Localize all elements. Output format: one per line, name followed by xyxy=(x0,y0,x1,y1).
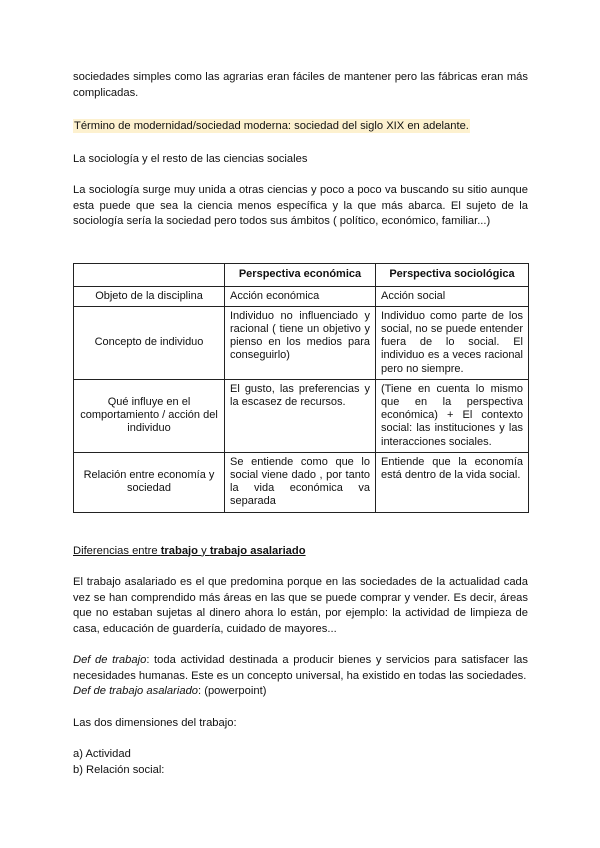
section-title: La sociología y el resto de las ciencias sociales xyxy=(73,152,308,165)
row-label: Concepto de individuo xyxy=(74,306,225,379)
table-row xyxy=(74,306,529,379)
definition-text: : toda actividad destinada a producir bienes y servicios para satisfacer las necesidades humanas. Este es un concepto universal, ha existido en todas las sociedades. xyxy=(73,654,529,682)
comparison-table xyxy=(73,263,529,513)
row-label: Objeto de la disciplina xyxy=(74,286,225,306)
table-row xyxy=(74,379,529,452)
row-label: Qué influye en el comportamiento / acción del individuo xyxy=(74,379,225,452)
section-paragraph: La sociología surge muy unida a otras ciencias y poco a poco va buscando su sitio aunque esta puede que sea la ciencia menos específica y la que más abarca. El sujeto de la sociología sería la sociedad pero todos sus ámbitos ( político, económico, familiar...) xyxy=(73,184,528,227)
list-item: a) Actividad xyxy=(73,748,131,761)
table-header-empty xyxy=(74,263,225,286)
cell-sociologica: Acción social xyxy=(376,286,529,306)
list-item: b) Relación social: xyxy=(73,763,165,776)
table-header-economica: Perspectiva económica xyxy=(225,263,376,286)
section2-title xyxy=(73,544,528,560)
section2-title-trabajo: trabajo xyxy=(160,544,198,557)
cell-sociologica: Individuo como parte de los social, no se puede entender fuera de lo social. El individuo es a veces racional pero no siempre. xyxy=(376,306,529,379)
cell-economica: El gusto, las preferencias y la escasez de recursos. xyxy=(225,379,376,452)
cell-economica: Individuo no influenciado y racional ( tiene un objetivo y pienso en los medios para conseguirlo) xyxy=(225,306,376,379)
highlighted-definition-line xyxy=(73,119,528,135)
cell-sociologica: Entiende que la economía está dentro de la vida social. xyxy=(376,452,529,512)
definition-trabajo xyxy=(73,653,528,684)
dimensions-title: Las dos dimensiones del trabajo: xyxy=(73,716,237,729)
row-label: Relación entre economía y sociedad xyxy=(74,452,225,512)
section2-title-asalariado: trabajo asalariado xyxy=(209,544,306,557)
table-header-row xyxy=(74,263,529,286)
paragraph-trabajo-asalariado: El trabajo asalariado es el que predomina porque en las sociedades de la actualidad cada vez se han comprendido más áreas en las que se puede comprar y vender. Es decir, áreas que no estaban sujetas al dinero ahora lo están, por ejemplo: la actividad de limpieza de casa, educación de guardería, cuidado de mayores... xyxy=(73,576,528,635)
cell-economica: Acción económica xyxy=(225,286,376,306)
intro-continuation: sociedades simples como las agrarias eran fáciles de mantener pero las fábricas eran más complicadas. xyxy=(73,71,528,99)
cell-economica: Se entiende como que lo social viene dado , por tanto la vida económica va separada xyxy=(225,452,376,512)
table-row xyxy=(74,452,529,512)
cell-sociologica: (Tiene en cuenta lo mismo que en la perspectiva económica) + El contexto social: las instituciones y las interacciones sociales. xyxy=(376,379,529,452)
definition-trabajo-asalariado xyxy=(73,684,528,700)
definition-term: Def de trabajo xyxy=(73,654,147,667)
definition-term: Def de trabajo asalariado xyxy=(73,685,199,698)
highlighted-definition: Término de modernidad/sociedad moderna: sociedad del siglo XIX en adelante. xyxy=(74,120,469,132)
table-row xyxy=(74,286,529,306)
section2-title-prefix: Diferencias entre xyxy=(73,544,161,557)
section2-title-mid: y xyxy=(198,544,210,557)
table-header-sociologica: Perspectiva sociológica xyxy=(376,263,529,286)
definition-text: : (powerpoint) xyxy=(198,685,267,698)
